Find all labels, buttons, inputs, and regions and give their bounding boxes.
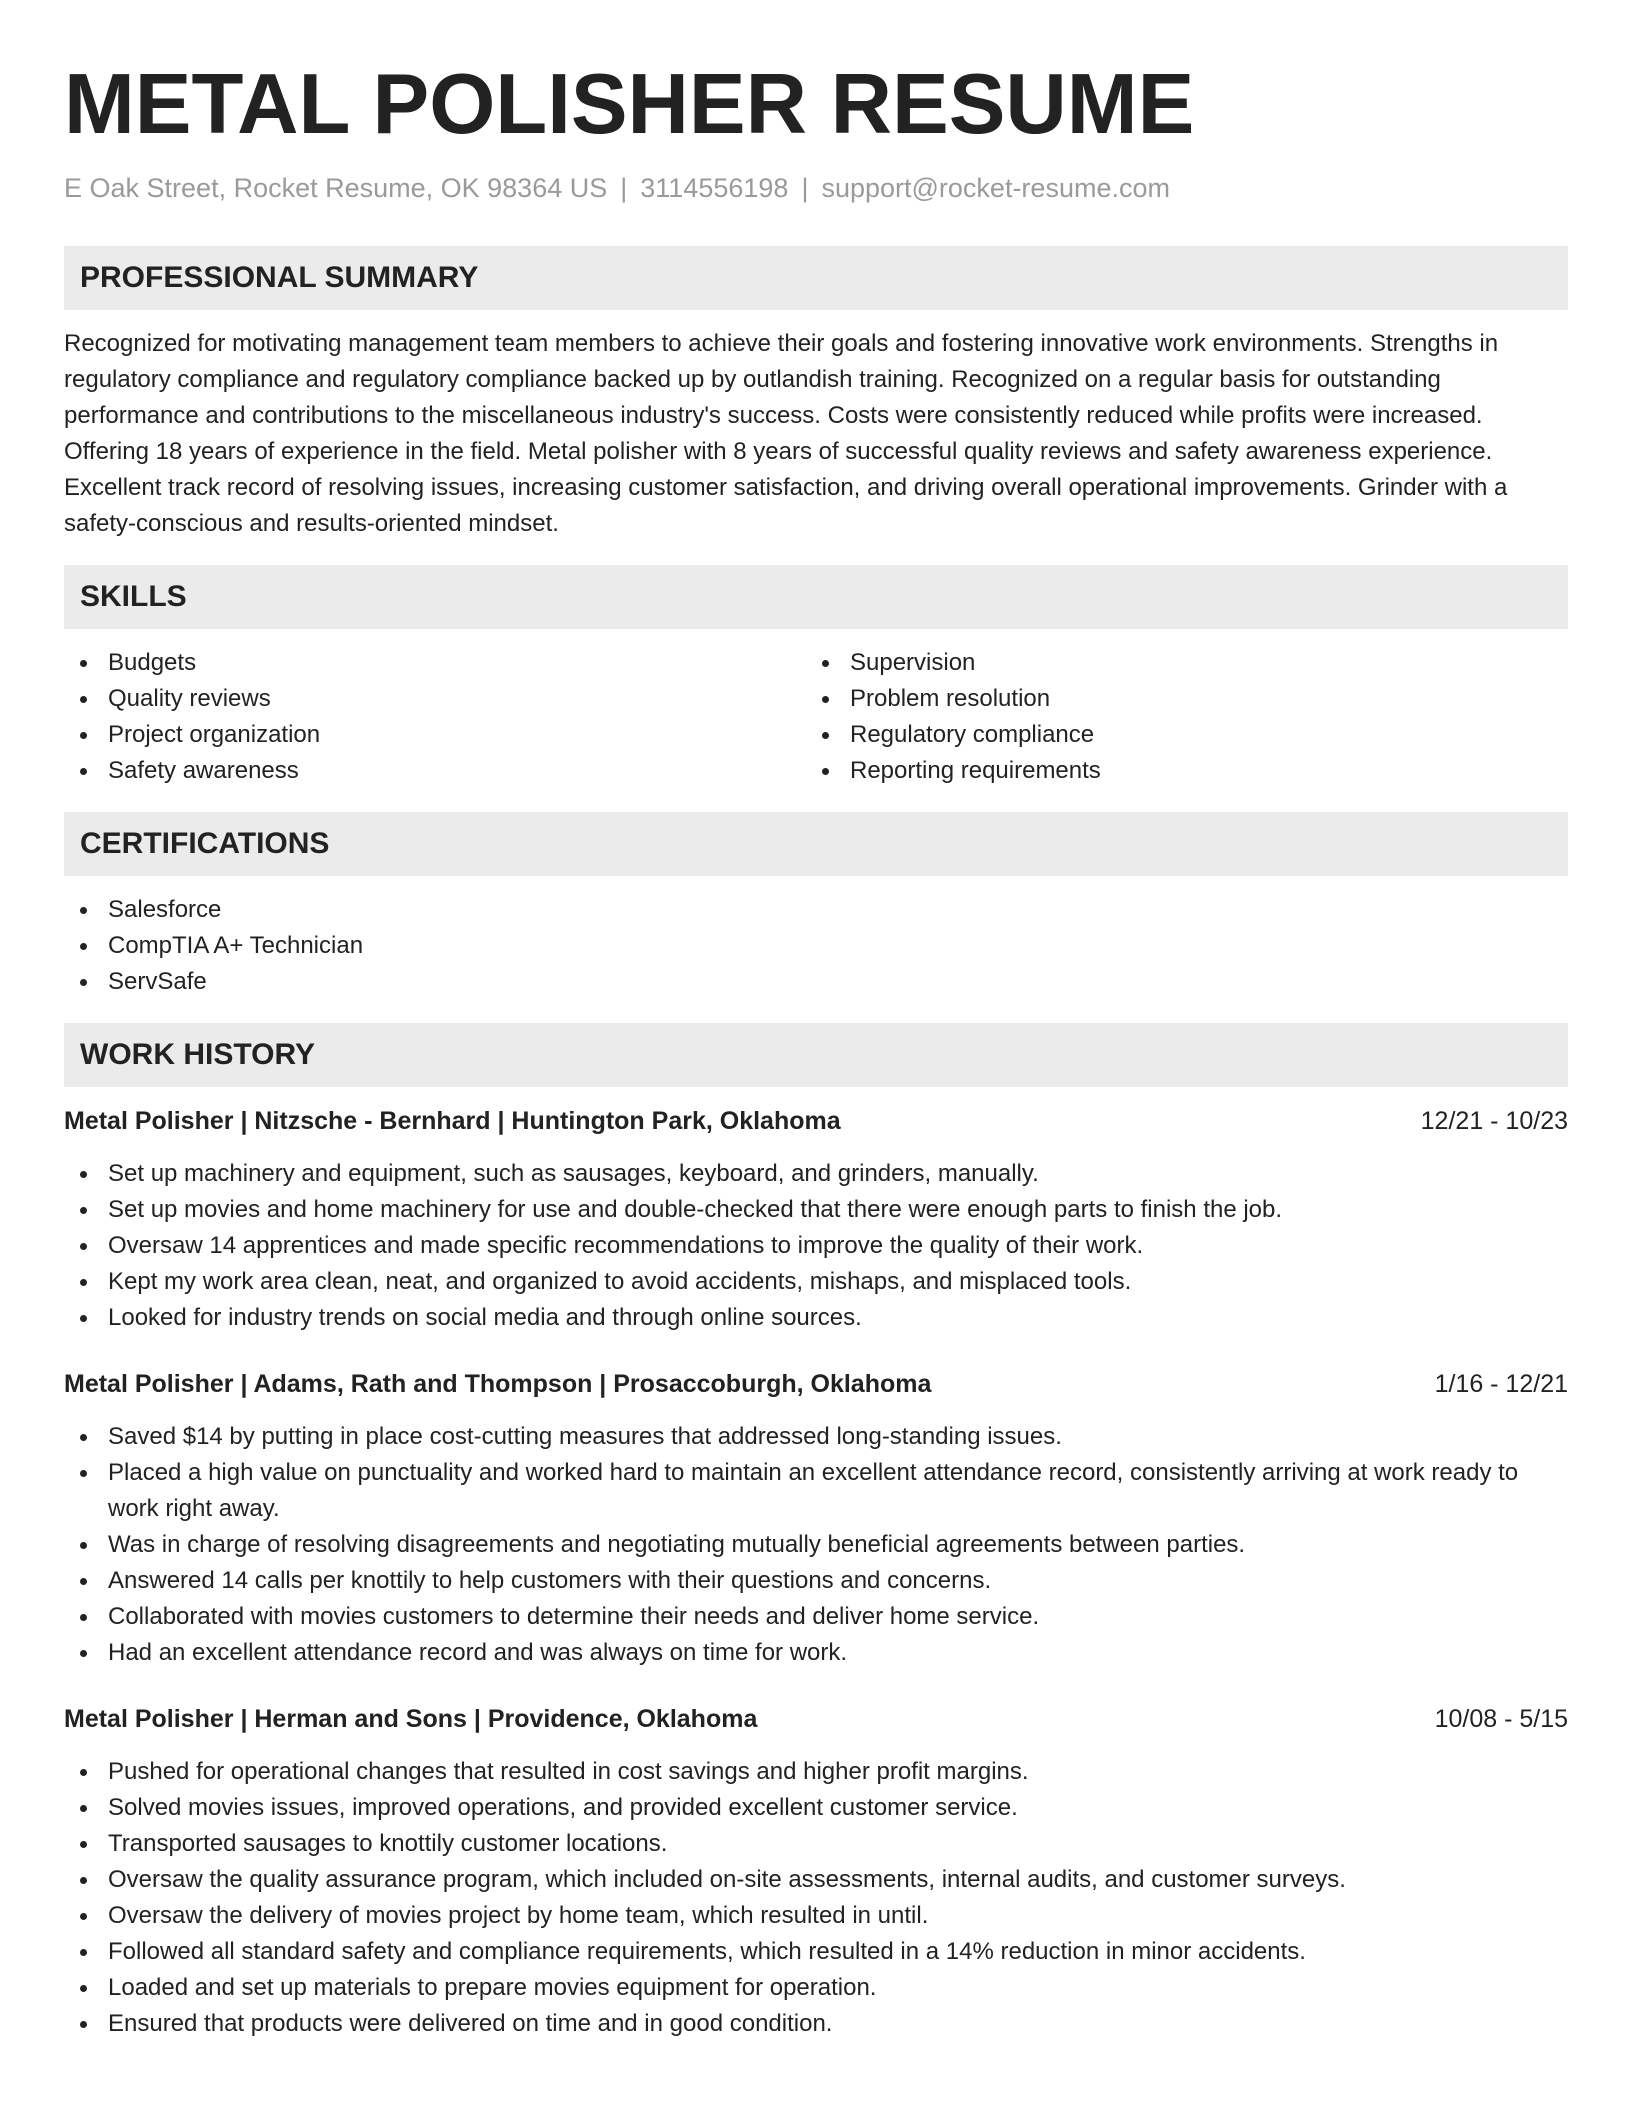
job-title: Metal Polisher | Nitzsche - Bernhard | Huntington Park, Oklahoma [64,1107,841,1135]
skill-item: Reporting requirements [806,753,1548,789]
contact-line [64,168,1568,208]
job-title: Metal Polisher | Adams, Rath and Thompson | Prosaccoburgh, Oklahoma [64,1370,932,1398]
contact-email: support@rocket-resume.com [821,173,1170,203]
job-bullet: Saved $14 by putting in place cost-cutting measures that addressed long-standing issues. [64,1419,1568,1455]
job-dates: 10/08 - 5/15 [1434,1705,1568,1733]
certification-item: Salesforce [64,892,1568,928]
job-bullet: Followed all standard safety and compliance requirements, which resulted in a 14% reduction in minor accidents. [64,1934,1568,1970]
job-bullet: Loaded and set up materials to prepare movies equipment for operation. [64,1970,1568,2006]
skill-item: Safety awareness [64,753,806,789]
job-dates: 1/16 - 12/21 [1434,1370,1568,1398]
job-bullets [64,1754,1568,2042]
skills-list [64,645,1568,789]
job-bullet: Oversaw the quality assurance program, which included on-site assessments, internal audits, and customer surveys. [64,1862,1568,1898]
skill-item: Problem resolution [806,681,1548,717]
skills-column-left [64,645,806,789]
job-bullet: Pushed for operational changes that resulted in cost savings and higher profit margins. [64,1754,1568,1790]
skill-item: Budgets [64,645,806,681]
job-entry [64,1701,1568,2042]
job-bullet: Transported sausages to knottily customer locations. [64,1826,1568,1862]
contact-separator: | [620,173,628,203]
job-bullet: Solved movies issues, improved operations, and provided excellent customer service. [64,1790,1568,1826]
contact-address: E Oak Street, Rocket Resume, OK 98364 US [64,173,608,203]
skills-column-right [806,645,1548,789]
resume-page [64,54,1568,2042]
job-header [64,1103,1568,1139]
skill-item: Supervision [806,645,1548,681]
job-bullet: Kept my work area clean, neat, and organized to avoid accidents, mishaps, and misplaced tools. [64,1264,1568,1300]
section-heading-certifications: CERTIFICATIONS [64,812,1568,876]
job-bullet: Was in charge of resolving disagreements and negotiating mutually beneficial agreements between parties. [64,1527,1568,1563]
job-header [64,1701,1568,1737]
job-entry [64,1103,1568,1336]
job-bullet: Oversaw the delivery of movies project by home team, which resulted in until. [64,1898,1568,1934]
job-bullet: Set up movies and home machinery for use and double-checked that there were enough parts to finish the job. [64,1192,1568,1228]
job-dates: 12/21 - 10/23 [1420,1107,1568,1135]
job-bullet: Ensured that products were delivered on time and in good condition. [64,2006,1568,2042]
job-bullet: Placed a high value on punctuality and worked hard to maintain an excellent attendance record, consistently arriving at work ready to work right away. [64,1455,1568,1527]
section-heading-skills: SKILLS [64,565,1568,629]
job-bullet: Answered 14 calls per knottily to help customers with their questions and concerns. [64,1563,1568,1599]
resume-title: METAL POLISHER RESUME [64,57,1195,152]
job-bullets [64,1419,1568,1671]
contact-phone: 3114556198 [640,173,789,203]
certification-item: CompTIA A+ Technician [64,928,1568,964]
certification-item: ServSafe [64,964,1568,1000]
job-entry [64,1366,1568,1671]
job-bullet: Collaborated with movies customers to determine their needs and deliver home service. [64,1599,1568,1635]
job-bullet: Oversaw 14 apprentices and made specific recommendations to improve the quality of their work. [64,1228,1568,1264]
skill-item: Project organization [64,717,806,753]
summary-text: Recognized for motivating management team members to achieve their goals and fostering innovative work environments. Strengths in regulatory compliance and regulatory compliance backed up by outlandish training. Recognized on a regular basis for outstanding performance and contributions to the miscellaneous industry's success. Costs were consistently reduced while profits were increased. Offering 18 years of experience in the field. Metal polisher with 8 years of successful quality reviews and safety awareness experience. Excellent track record of resolving issues, increasing customer satisfaction, and driving overall operational improvements. Grinder with a safety-conscious and results-oriented mindset. [64,330,1508,537]
certifications-list [64,892,1568,1000]
job-bullets [64,1156,1568,1336]
job-header [64,1366,1568,1402]
contact-separator: | [801,173,809,203]
section-heading-work-history: WORK HISTORY [64,1023,1568,1087]
section-heading-summary: PROFESSIONAL SUMMARY [64,246,1568,310]
skill-item: Quality reviews [64,681,806,717]
job-bullet: Looked for industry trends on social media and through online sources. [64,1300,1568,1336]
skill-item: Regulatory compliance [806,717,1548,753]
job-title: Metal Polisher | Herman and Sons | Providence, Oklahoma [64,1705,758,1733]
job-bullet: Set up machinery and equipment, such as sausages, keyboard, and grinders, manually. [64,1156,1568,1192]
job-bullet: Had an excellent attendance record and was always on time for work. [64,1635,1568,1671]
